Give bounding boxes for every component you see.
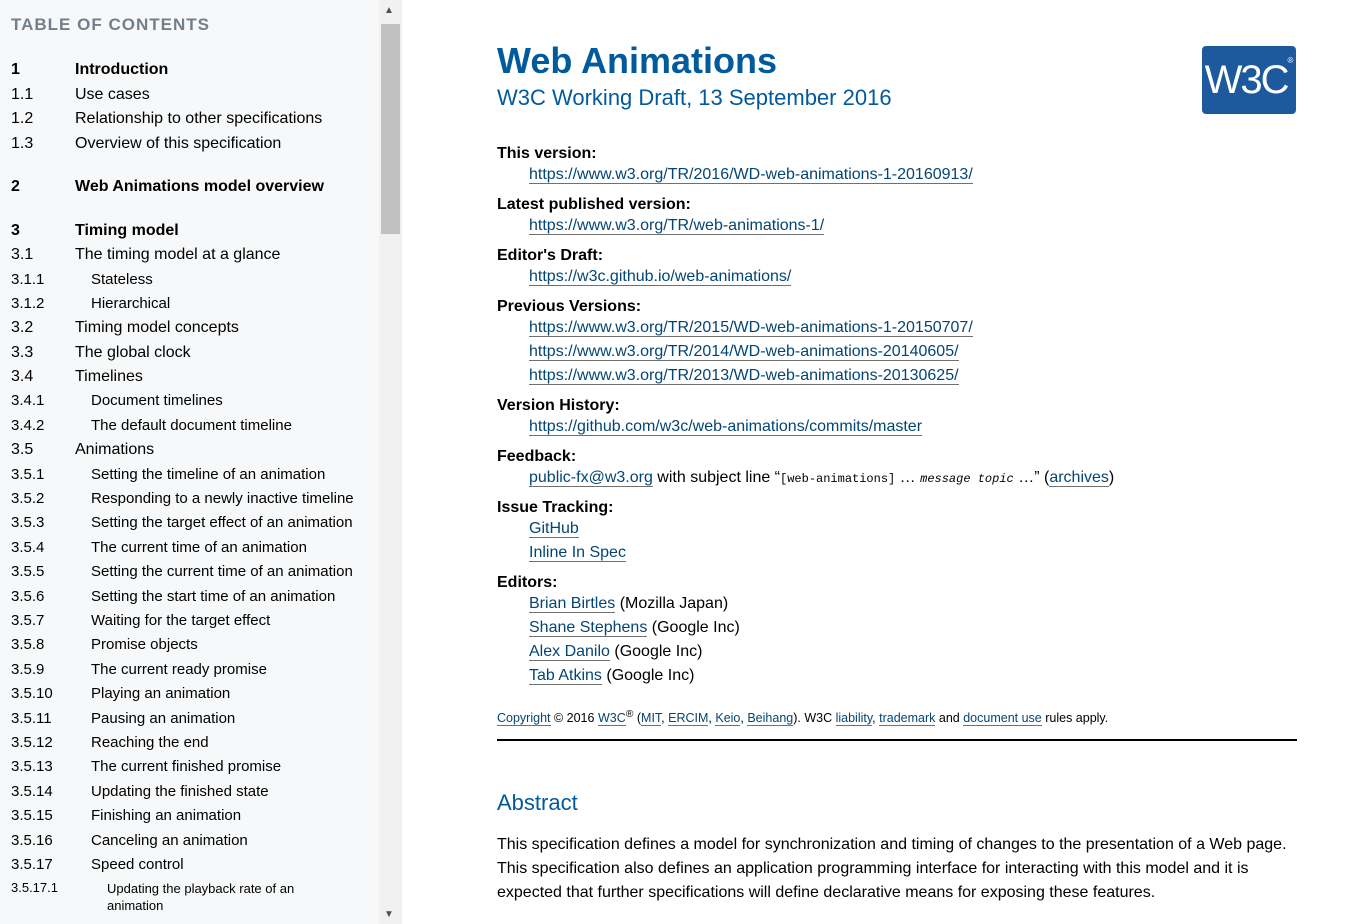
w3c-logo[interactable] [1202,46,1296,114]
toc-item-label: Setting the target effect of an animation [91,514,353,531]
page-title: Web Animations [497,40,778,81]
editors-draft-label: Editor's Draft: [497,247,604,264]
toc-item-label: Reaching the end [91,734,209,751]
editor-affiliation: (Google Inc) [601,667,695,684]
copyright-text: ). W3C [793,711,836,726]
w3c-logo-registered: ® [1287,56,1294,65]
abstract-heading: Abstract [497,790,578,815]
abstract-text: This specification defines a model for synchronization and timing of changes to the presentation of a Web page. This specification also defines an application programming interface for interacting with this model and it is expected that further specifications will define declarative means for exposing these features. [497,836,1287,901]
toc-item-label: Hierarchical [91,295,171,312]
toc-scrollbar[interactable] [379,0,402,924]
this-version-label: This version: [497,145,597,162]
latest-version-label: Latest published version: [497,196,691,213]
previous-version-link[interactable]: https://www.w3.org/TR/2015/WD-web-animations-1-20150707/ [529,319,973,336]
copyright-text: , [872,711,880,726]
toc-item-number: 2 [11,178,20,195]
toc-item-label: Overview of this specification [75,135,282,152]
previous-version-link[interactable]: https://www.w3.org/TR/2014/WD-web-animations-20140605/ [529,343,959,360]
toc-item-label: Promise objects [91,636,198,653]
editor-entry [529,667,694,685]
registered-mark: ® [625,709,634,720]
page-subtitle: W3C Working Draft, 13 September 2016 [497,85,892,110]
toc-title: TABLE OF CONTENTS [11,15,210,34]
toc-item-number: 3.5.13 [11,758,53,775]
feedback-ellipsis: … [1013,469,1035,486]
toc-item-number: 1.3 [11,135,34,152]
toc-item-label: Timing model concepts [75,319,239,336]
issue-tracking-def [529,520,579,538]
toc-item-label: Document timelines [91,392,223,409]
editor-affiliation: (Google Inc) [609,643,703,660]
toc-item-number: 3.5.4 [11,539,45,556]
copyright-text: , [708,711,716,726]
editor-affiliation: (Google Inc) [647,619,740,636]
github-link[interactable]: GitHub [529,520,579,537]
feedback-text: with subject line “ [652,469,781,486]
toc-item-label: Canceling an animation [91,832,248,849]
keio-link[interactable]: Keio [715,711,741,726]
feedback-label: Feedback: [497,448,577,465]
toc-item-number: 3.5.10 [11,685,53,702]
copyright-text: rules apply. [1041,711,1109,726]
this-version-link[interactable]: https://www.w3.org/TR/2016/WD-web-animations-1-20160913/ [529,166,973,183]
feedback-topic: message topic [920,472,1014,486]
previous-versions-label: Previous Versions: [497,298,642,315]
toc-item-number: 3.1.2 [11,295,45,312]
toc-item-label: Timelines [75,368,143,385]
issue-tracking-label: Issue Tracking: [497,499,614,516]
editor-entry [529,619,740,637]
latest-version-link[interactable]: https://www.w3.org/TR/web-animations-1/ [529,217,825,234]
inline-in-spec-link[interactable]: Inline In Spec [529,544,626,561]
issue-tracking-def [529,544,626,562]
toc-item-number: 3.4 [11,368,34,385]
editor-name-link[interactable]: Alex Danilo [529,643,610,660]
version-history-def [529,418,922,436]
toc-item-label: Introduction [75,61,169,78]
divider [497,739,1297,741]
toc-item-label: The current finished promise [91,758,282,775]
toc-scrollbar-thumb[interactable] [381,24,400,234]
toc-item-label: The current time of an animation [91,539,307,556]
trademark-link[interactable]: trademark [879,711,936,726]
editor-affiliation: (Mozilla Japan) [615,595,729,612]
toc-item-label: Updating the playback rate of an animation [107,881,295,913]
toc-item-number: 3.5.8 [11,636,45,653]
toc-item-number: 3.5 [11,441,34,458]
this-version-def [529,166,973,184]
toc-item-label: Stateless [91,271,153,288]
editor-entry [529,595,728,613]
feedback-ellipsis: … [895,469,921,486]
toc-item-label: The global clock [75,344,191,361]
editors-label: Editors: [497,574,558,591]
editors-draft-link[interactable]: https://w3c.github.io/web-animations/ [529,268,792,285]
toc-item-number: 3.5.3 [11,514,45,531]
toc-item-label: Pausing an animation [91,710,236,727]
toc-item-label: Updating the finished state [91,783,269,800]
scroll-up-arrow-icon[interactable]: ▲ [384,5,394,16]
toc-item-number: 3.5.15 [11,807,53,824]
toc-item-number: 3.3 [11,344,34,361]
toc-item-number: 3.5.12 [11,734,53,751]
feedback-text: ) [1108,469,1115,486]
toc-item-number: 3.1 [11,246,34,263]
toc-item-label: Speed control [91,856,184,873]
toc-item-number: 3.5.5 [11,563,45,580]
toc-sidebar [0,0,379,924]
previous-version-def [529,319,973,337]
toc-item-number: 3.5.11 [11,710,52,727]
mit-link[interactable]: MIT [641,711,662,726]
toc-item-label: The timing model at a glance [75,246,281,263]
toc-item-label: Responding to a newly inactive timeline [91,490,354,507]
toc-item-label: Setting the current time of an animation [91,563,353,580]
toc-item-label: Relationship to other specifications [75,110,323,127]
main-content [497,0,1297,924]
toc-item-number: 3.5.7 [11,612,45,629]
copyright-notice [497,709,1108,725]
toc-item-label: The current ready promise [91,661,267,678]
toc-item-number: 3.5.14 [11,783,53,800]
liability-link[interactable]: liability [835,711,873,726]
toc-item-label: Waiting for the target effect [91,612,271,629]
toc-item-number: 3.5.1 [11,466,45,483]
editor-name-link[interactable]: Shane Stephens [529,619,648,636]
editor-name-link[interactable]: Tab Atkins [529,667,602,684]
previous-version-link[interactable]: https://www.w3.org/TR/2013/WD-web-animations-20130625/ [529,367,959,384]
toc-item-label: Setting the timeline of an animation [91,466,326,483]
toc-item-label: Web Animations model overview [75,178,324,195]
toc-item-number: 3.5.17 [11,856,53,873]
toc-item-number: 3.5.17.1 [11,880,58,895]
feedback-text: ” ( [1034,469,1050,486]
toc-item-label: Animations [75,441,155,458]
previous-version-def [529,343,959,361]
version-history-link[interactable]: https://github.com/w3c/web-animations/commits/master [529,418,923,435]
previous-version-def [529,367,959,385]
toc-item-number: 3 [11,222,20,239]
toc-item-label: The default document timeline [91,417,292,434]
ercim-link[interactable]: ERCIM [668,711,709,726]
toc-item-number: 3.4.2 [11,417,45,434]
toc-item-label: Playing an animation [91,685,231,702]
toc-item-number: 3.1.1 [11,271,45,288]
w3c-logo-text: W3C [1204,58,1288,102]
version-history-label: Version History: [497,397,620,414]
toc-item-label: Setting the start time of an animation [91,588,336,605]
toc-item-number: 1.1 [11,86,34,103]
toc-item-label: Finishing an animation [91,807,242,824]
copyright-text: ( [633,711,642,726]
toc-item-number: 3.5.2 [11,490,45,507]
copyright-link[interactable]: Copyright [497,711,551,726]
document-use-link[interactable]: document use [963,711,1042,726]
toc-item-label: Use cases [75,86,150,103]
feedback-email-link[interactable]: public-fx@w3.org [529,469,653,486]
copyright-text: and [935,711,964,726]
toc-item-number: 3.5.6 [11,588,45,605]
w3c-link[interactable]: W3C [597,711,626,726]
toc-item-number: 1.2 [11,110,34,127]
feedback-subject-code: [web-animations] [780,472,896,486]
scroll-down-arrow-icon[interactable]: ▼ [384,909,394,920]
toc-item-number: 3.5.9 [11,661,45,678]
toc-item-number: 3.5.16 [11,832,53,849]
toc-item-number: 3.2 [11,319,34,336]
toc-item-number: 3.4.1 [11,392,45,409]
toc-item-number: 1 [11,61,20,78]
editor-entry [529,643,702,661]
feedback-def [529,469,1114,487]
copyright-text: , [740,711,748,726]
copyright-text: , [661,711,669,726]
archives-link[interactable]: archives [1049,469,1109,486]
latest-version-def [529,217,824,235]
toc-item-label: Timing model [75,222,179,239]
editor-name-link[interactable]: Brian Birtles [529,595,616,612]
editors-draft-def [529,268,791,286]
copyright-text: © 2016 [550,711,598,726]
beihang-link[interactable]: Beihang [747,711,794,726]
